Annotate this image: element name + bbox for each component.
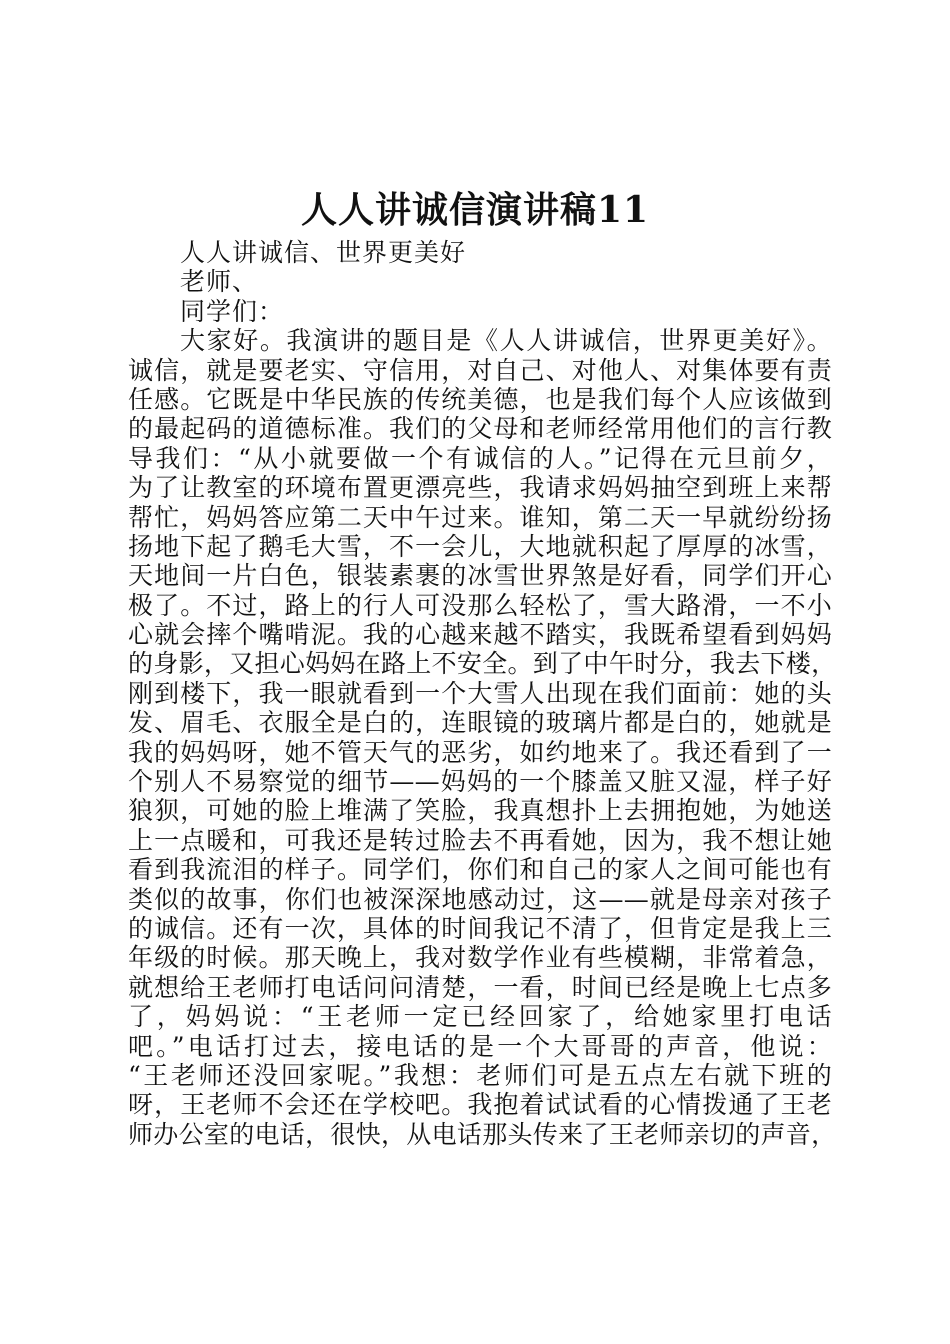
document-title: 人人讲诚信演讲稿11 bbox=[300, 189, 650, 231]
paragraph-line: 的身影，又担心妈妈在路上不安全。到了中午时分，我去下楼， bbox=[128, 649, 837, 679]
paragraph-line: 为了让教室的环境布置更漂亮些，我请求妈妈抽空到班上来帮 bbox=[128, 473, 832, 503]
paragraph-line: 大家好。我演讲的题目是《人人讲诚信，世界更美好》。 bbox=[180, 326, 832, 356]
paragraph-line: 心就会摔个嘴啃泥。我的心越来越不踏实，我既希望看到妈妈 bbox=[128, 620, 832, 650]
paragraph-line: 诚信，就是要老实、守信用，对自己、对他人、对集体要有责 bbox=[128, 355, 832, 385]
paragraph-line: 上一点暖和，可我还是转过脸去不再看她，因为，我不想让她 bbox=[128, 825, 832, 855]
paragraph-line: 刚到楼下，我一眼就看到一个大雪人出现在我们面前：她的头 bbox=[128, 678, 832, 708]
paragraph-line: 类似的故事，你们也被深深地感动过，这——就是母亲对孩子 bbox=[128, 884, 832, 914]
subtitle-line: 人人讲诚信、世界更美好 bbox=[180, 238, 467, 267]
paragraph-line: 就想给王老师打电话问问清楚，一看，时间已经是晚上七点多 bbox=[128, 972, 832, 1002]
paragraph-line: 的诚信。还有一次，具体的时间我记不清了，但肯定是我上三 bbox=[128, 913, 832, 943]
paragraph-line: 帮忙，妈妈答应第二天中午过来。谁知，第二天一早就纷纷扬 bbox=[128, 502, 832, 532]
paragraph-line: 呀，王老师不会还在学校吧。我抱着试试看的心情拨通了王老 bbox=[128, 1090, 832, 1120]
paragraph-line: 狼狈，可她的脸上堆满了笑脸，我真想扑上去拥抱她，为她送 bbox=[128, 796, 832, 826]
paragraph-line: 师办公室的电话，很快，从电话那头传来了王老师亲切的声音， bbox=[128, 1119, 837, 1149]
paragraph-line: 任感。它既是中华民族的传统美德，也是我们每个人应该做到 bbox=[128, 384, 832, 414]
paragraph-line: 的最起码的道德标准。我们的父母和老师经常用他们的言行教 bbox=[128, 414, 832, 444]
paragraph-line: “王老师还没回家呢。”我想：老师们可是五点左右就下班的 bbox=[128, 1060, 832, 1090]
salutation-teachers: 老师、 bbox=[180, 267, 259, 297]
paragraph-line: 极了。不过，路上的行人可没那么轻松了，雪大路滑，一不小 bbox=[128, 590, 832, 620]
paragraph-line: 了，妈妈说：“王老师一定已经回家了，给她家里打电话 bbox=[128, 1002, 832, 1032]
paragraph-line: 看到我流泪的样子。同学们，你们和自己的家人之间可能也有 bbox=[128, 855, 832, 885]
salutation-students: 同学们： bbox=[180, 296, 285, 326]
paragraph-line: 我的妈妈呀，她不管天气的恶劣，如约地来了。我还看到了一 bbox=[128, 737, 832, 767]
paragraph-line: 发、眉毛、衣服全是白的，连眼镜的玻璃片都是白的，她就是 bbox=[128, 708, 832, 738]
document-body bbox=[128, 238, 837, 1149]
paragraph-line: 吧。”电话打过去，接电话的是一个大哥哥的声音，他说： bbox=[128, 1031, 832, 1061]
paragraph-line: 扬地下起了鹅毛大雪，不一会儿，大地就积起了厚厚的冰雪， bbox=[128, 531, 832, 561]
paragraph-line: 导我们：“从小就要做一个有诚信的人。”记得在元旦前夕， bbox=[128, 443, 832, 473]
paragraph-line: 个别人不易察觉的细节——妈妈的一个膝盖又脏又湿，样子好 bbox=[128, 767, 832, 797]
paragraph-line: 年级的时候。那天晚上，我对数学作业有些模糊，非常着急， bbox=[128, 943, 832, 973]
paragraph-line: 天地间一片白色，银装素裹的冰雪世界煞是好看，同学们开心 bbox=[128, 561, 832, 591]
